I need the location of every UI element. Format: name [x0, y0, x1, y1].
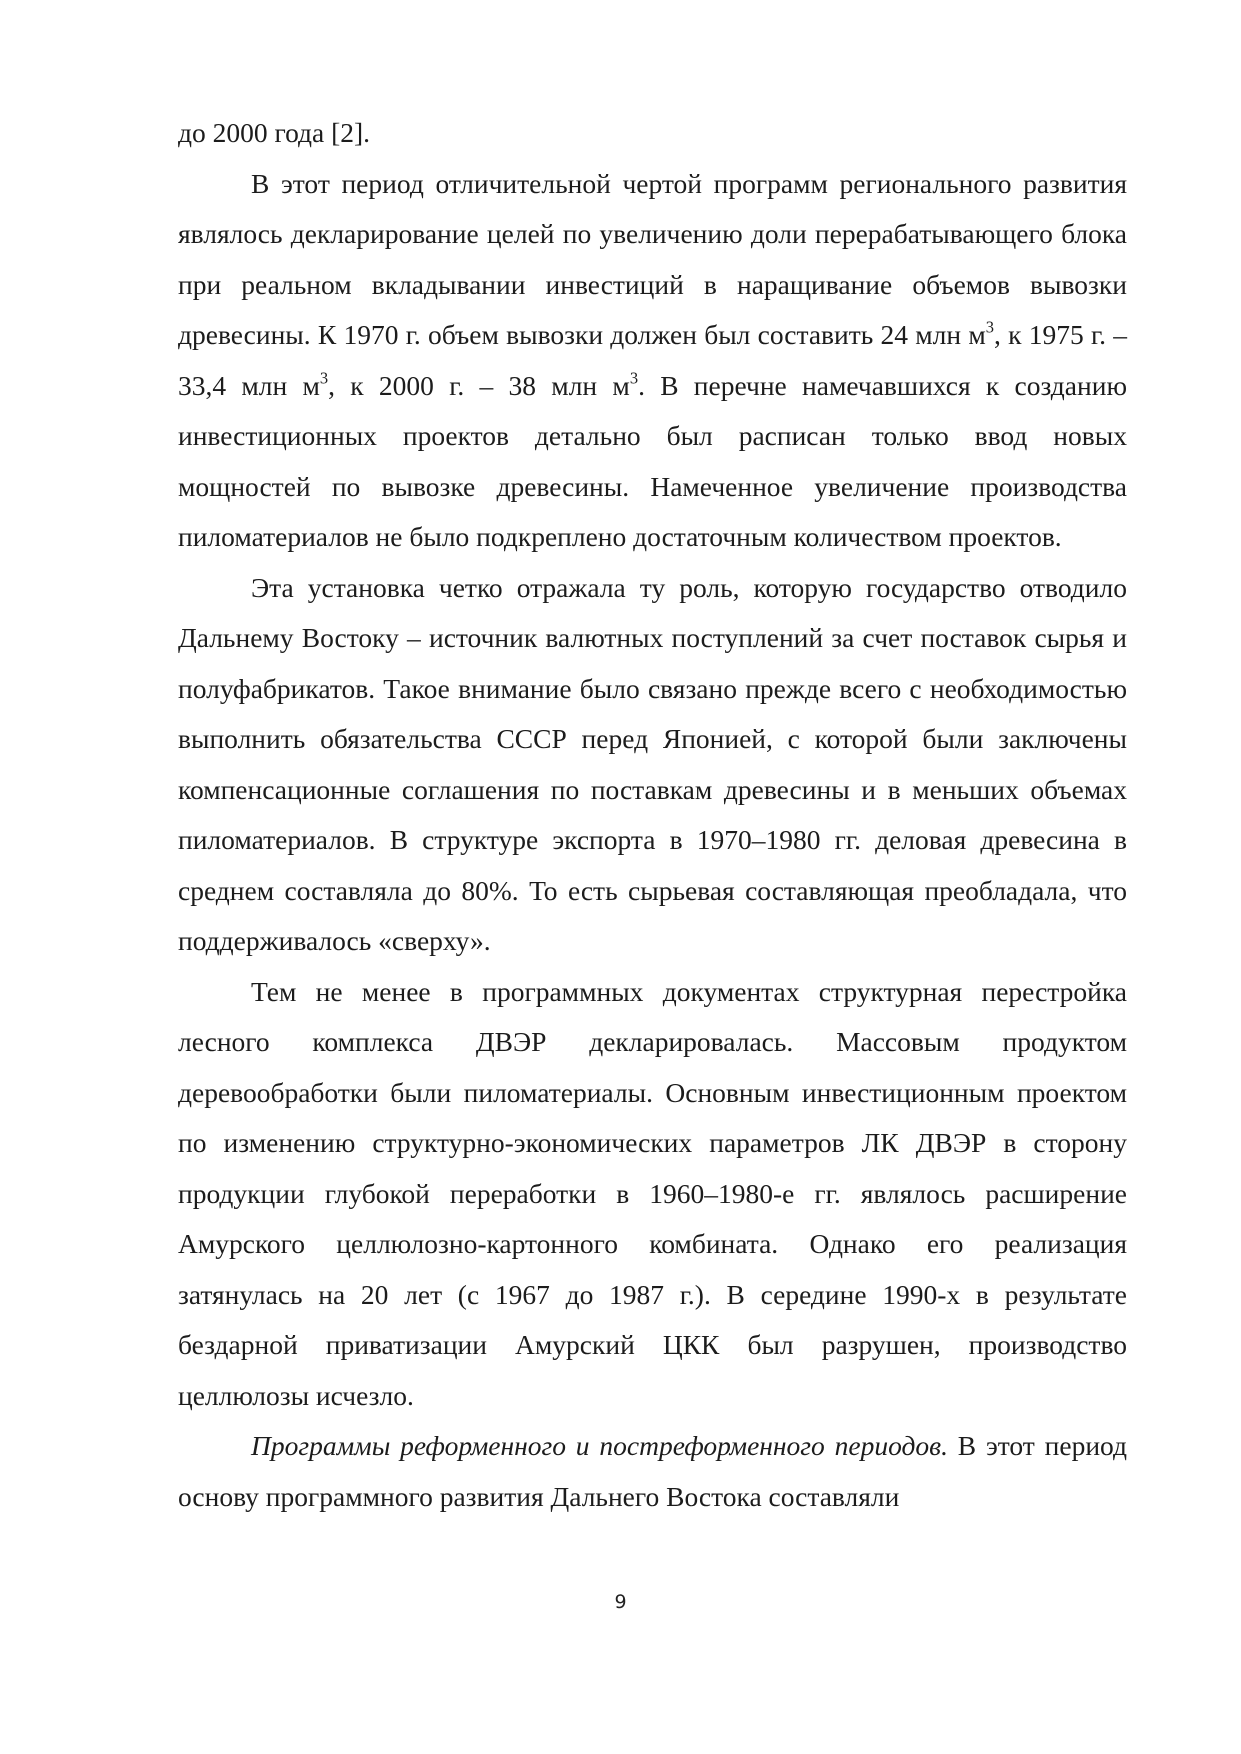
paragraph-1-part-c: , к 2000 г. – 38 млн м	[328, 369, 630, 401]
paragraph-1-part-d: . В перечне намечавшихся к созданию инвестиционных проектов детально был расписан только ввод новых мощностей по вывозке древесины. Намеченное увеличение производства пиломатериалов не было подкреплено достаточным количеством проектов.	[178, 369, 1127, 552]
body-text	[178, 108, 1127, 1522]
paragraph-1	[178, 159, 1127, 563]
paragraph-1-part-b: , к 1975 г. – 33,4 млн м	[178, 319, 1127, 401]
page-number: 9	[614, 1591, 627, 1613]
superscript-3: 3	[985, 317, 994, 337]
paragraph-1-part-a: В этот период отличительной чертой программ регионального развития являлось декларирование целей по увеличению доли перерабатывающего блока при реальном вкладывании инвестиций в наращивание объемов вывозки древесины. К 1970 г. объем вывозки должен был составить 24 млн м	[178, 167, 1127, 350]
paragraph-2: Эта установка четко отражала ту роль, которую государство отводило Дальнему Востоку – источник валютных поступлений за счет поставок сырья и полуфабрикатов. Такое внимание было связано прежде всего с необходимостью выполнить обязательства СССР перед Японией, с которой были заключены компенсационные соглашения по поставкам древесины и в меньших объемах пиломатериалов. В структуре экспорта в 1970–1980 гг. деловая древесина в среднем составляла до 80%. То есть сырьевая составляющая преобладала, что поддерживалось «сверху».	[178, 571, 1127, 956]
paragraph-continuation: до 2000 года [2].	[178, 117, 371, 148]
superscript-3: 3	[319, 367, 329, 387]
paragraph-4-italic-heading: Программы реформенного и постреформенного периодов.	[251, 1430, 948, 1461]
superscript-3: 3	[629, 367, 639, 387]
paragraph-3: Тем не менее в программных документах структурная перестройка лесного комплекса ДВЭР декларировалась. Массовым продуктом деревообработки были пиломатериалы. Основным инвестиционным проектом по изменению структурно-экономических параметров ЛК ДВЭР в сторону продукции глубокой переработки в 1960–1980-е гг. являлось расширение Амурского целлюлозно-картонного комбината. Однако его реализация затянулась на 20 лет (с 1967 до 1987 г.). В середине 1990-х в результате бездарной приватизации Амурский ЦКК был разрушен, производство целлюлозы исчезло.	[178, 975, 1127, 1411]
paragraph-4-text: В этот период основу программного развития Дальнего Востока составляли	[178, 1430, 1127, 1512]
paragraph-4	[178, 1421, 1127, 1522]
